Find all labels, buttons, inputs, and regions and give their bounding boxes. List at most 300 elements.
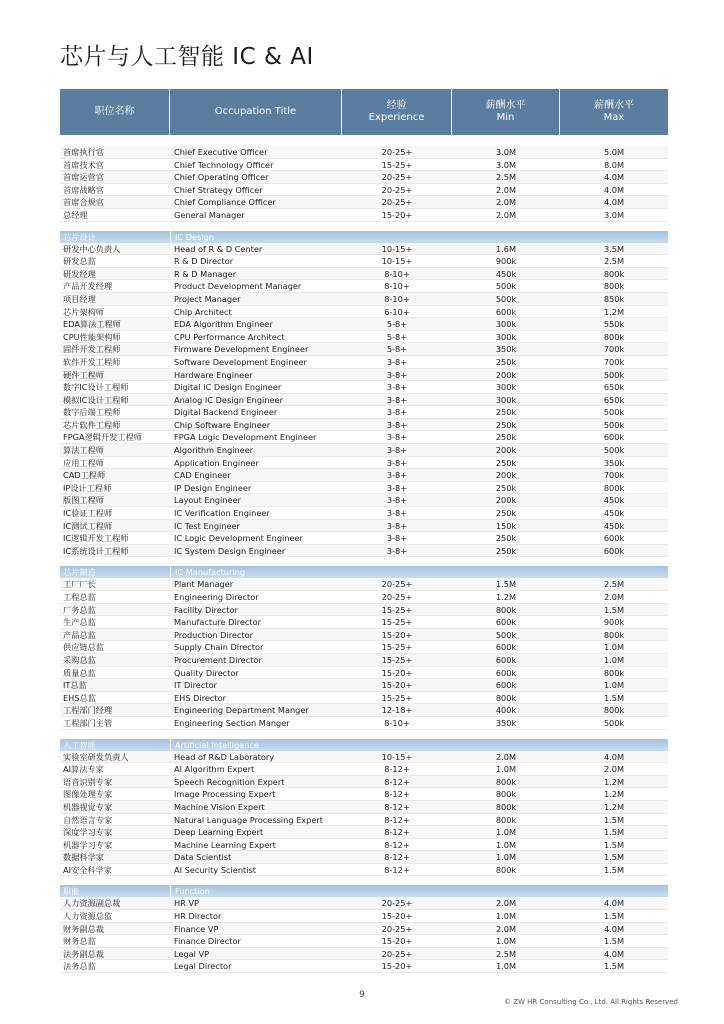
table-row bbox=[60, 159, 668, 172]
section-rows bbox=[60, 897, 668, 973]
table-row bbox=[60, 356, 668, 369]
cell-salary-max: 1.5M bbox=[603, 864, 625, 875]
cell-salary-max: 800k bbox=[603, 268, 625, 279]
table-row bbox=[60, 482, 668, 495]
copyright-notice: © ZW HR Consulting Co., Ltd. All Rights Reserved bbox=[504, 998, 678, 1006]
cell-salary-min: 800k bbox=[495, 604, 517, 615]
table-row bbox=[60, 406, 668, 419]
cell-occupation-title: Algorithm Engineer bbox=[174, 445, 254, 456]
cell-salary-min: 150k bbox=[495, 520, 517, 531]
cell-experience: 15-20+ bbox=[381, 680, 413, 691]
cell-occupation-title: Machine Learning Expert bbox=[174, 839, 276, 850]
table-row bbox=[60, 935, 668, 948]
cell-experience: 3-8+ bbox=[386, 419, 408, 430]
cell-experience: 3-8+ bbox=[386, 432, 408, 443]
cell-experience: 3-8+ bbox=[386, 495, 408, 506]
cell-position-cn: 首席运营官 bbox=[63, 172, 104, 183]
cell-occupation-title: Legal VP bbox=[174, 948, 210, 959]
cell-occupation-title: IC System Design Engineer bbox=[174, 545, 286, 556]
cell-salary-min: 450k bbox=[495, 268, 517, 279]
cell-position-cn: IP设计工程师 bbox=[63, 482, 112, 493]
cell-salary-max: 1.2M bbox=[603, 776, 625, 787]
cell-occupation-title: Data Scientist bbox=[174, 852, 232, 863]
cell-salary-max: 350k bbox=[603, 457, 625, 468]
cell-salary-max: 700k bbox=[603, 344, 625, 355]
cell-experience: 12-18+ bbox=[381, 705, 413, 716]
table-row bbox=[60, 629, 668, 642]
cell-occupation-title: Firmware Development Engineer bbox=[174, 344, 309, 355]
cell-occupation-title: Machine Vision Expert bbox=[174, 801, 265, 812]
cell-experience: 3-8+ bbox=[386, 482, 408, 493]
cell-occupation-title: Speech Recognition Expert bbox=[174, 776, 285, 787]
table-row bbox=[60, 444, 668, 457]
table-row bbox=[60, 616, 668, 629]
cell-position-cn: 工程部门主管 bbox=[63, 717, 113, 728]
cell-experience: 3-8+ bbox=[386, 407, 408, 418]
table-row bbox=[60, 184, 668, 197]
cell-position-cn: CAD工程师 bbox=[63, 470, 106, 481]
table-row bbox=[60, 776, 668, 789]
section-spacer bbox=[60, 730, 668, 739]
cell-experience: 15-25+ bbox=[381, 159, 413, 170]
cell-salary-max: 450k bbox=[603, 520, 625, 531]
cell-salary-min: 250k bbox=[495, 457, 517, 468]
cell-salary-max: 500k bbox=[603, 419, 625, 430]
cell-salary-max: 700k bbox=[603, 470, 625, 481]
cell-experience: 3-8+ bbox=[386, 533, 408, 544]
cell-occupation-title: Chief Operating Officer bbox=[174, 172, 269, 183]
table-row bbox=[60, 788, 668, 801]
section-name-cn: 职能 bbox=[63, 886, 80, 897]
table-row bbox=[60, 763, 668, 776]
cell-experience: 15-25+ bbox=[381, 604, 413, 615]
cell-salary-min: 600k bbox=[495, 654, 517, 665]
cell-salary-max: 450k bbox=[603, 508, 625, 519]
cell-salary-min: 500k bbox=[495, 629, 517, 640]
cell-experience: 8-12+ bbox=[384, 852, 410, 863]
cell-occupation-title: Software Development Engineer bbox=[174, 356, 307, 367]
cell-salary-min: 350k bbox=[495, 344, 517, 355]
cell-occupation-title: Chief Technology Officer bbox=[174, 159, 274, 170]
table-row bbox=[60, 494, 668, 507]
section-header bbox=[60, 885, 668, 897]
table-body bbox=[60, 135, 668, 973]
table-row bbox=[60, 923, 668, 936]
page-number: 9 bbox=[359, 990, 365, 1000]
cell-position-cn: 图像处理专家 bbox=[63, 789, 113, 800]
cell-salary-min: 1.0M bbox=[495, 936, 517, 947]
cell-experience: 3-8+ bbox=[386, 470, 408, 481]
cell-position-cn: 质量总监 bbox=[63, 667, 96, 678]
cell-position-cn: 工程部门经理 bbox=[63, 705, 113, 716]
cell-salary-max: 1.5M bbox=[603, 852, 625, 863]
cell-occupation-title: Procurement Director bbox=[174, 654, 262, 665]
cell-salary-max: 600k bbox=[603, 545, 625, 556]
cell-salary-max: 2.5M bbox=[603, 579, 625, 590]
cell-position-cn: 厂务总监 bbox=[63, 604, 96, 615]
table-row bbox=[60, 171, 668, 184]
cell-salary-min: 1.0M bbox=[495, 911, 517, 922]
table-row bbox=[60, 667, 668, 680]
cell-position-cn: AI算法专家 bbox=[63, 764, 104, 775]
cell-experience: 15-20+ bbox=[381, 629, 413, 640]
cell-experience: 8-12+ bbox=[384, 814, 410, 825]
cell-occupation-title: Facility Director bbox=[174, 604, 238, 615]
cell-salary-max: 700k bbox=[603, 356, 625, 367]
cell-salary-max: 8.0M bbox=[603, 159, 625, 170]
table-row bbox=[60, 369, 668, 382]
cell-experience: 10-15+ bbox=[381, 256, 413, 267]
cell-salary-max: 1.5M bbox=[603, 961, 625, 972]
section-header bbox=[60, 566, 668, 578]
cell-position-cn: 财务总监 bbox=[63, 936, 96, 947]
cell-salary-min: 800k bbox=[495, 801, 517, 812]
cell-position-cn: 人力资源总监 bbox=[63, 911, 113, 922]
table-row bbox=[60, 692, 668, 705]
cell-experience: 20-25+ bbox=[381, 197, 413, 208]
cell-salary-max: 5.0M bbox=[603, 147, 625, 157]
table-row bbox=[60, 457, 668, 470]
cell-salary-max: 650k bbox=[603, 382, 625, 393]
cell-occupation-title: FPGA Logic Development Engineer bbox=[174, 432, 317, 443]
cell-salary-min: 250k bbox=[495, 545, 517, 556]
cell-salary-min: 600k bbox=[495, 680, 517, 691]
cell-experience: 10-15+ bbox=[381, 751, 413, 762]
section-name-en: IC Manufacturing bbox=[170, 566, 668, 578]
cell-salary-min: 1.0M bbox=[495, 839, 517, 850]
cell-salary-min: 250k bbox=[495, 419, 517, 430]
cell-experience: 3-8+ bbox=[386, 382, 408, 393]
cell-position-cn: CPU性能架构师 bbox=[63, 331, 121, 342]
cell-position-cn: 模拟IC设计工程师 bbox=[63, 394, 129, 405]
cell-experience: 3-8+ bbox=[386, 545, 408, 556]
cell-salary-max: 1.5M bbox=[603, 936, 625, 947]
cell-position-cn: 芯片架构师 bbox=[63, 306, 104, 317]
table-row bbox=[60, 394, 668, 407]
table-row bbox=[60, 654, 668, 667]
cell-experience: 15-25+ bbox=[381, 692, 413, 703]
cell-occupation-title: Chief Compliance Officer bbox=[174, 197, 276, 208]
cell-salary-min: 2.0M bbox=[495, 197, 517, 208]
table-header bbox=[60, 89, 668, 135]
cell-salary-max: 600k bbox=[603, 533, 625, 544]
section-name-en: IC Design bbox=[170, 231, 668, 243]
table-row bbox=[60, 419, 668, 432]
cell-salary-min: 800k bbox=[495, 789, 517, 800]
table-row bbox=[60, 293, 668, 306]
table-row bbox=[60, 960, 668, 973]
cell-salary-min: 1.5M bbox=[495, 579, 517, 590]
table-row bbox=[60, 268, 668, 281]
cell-position-cn: 数据科学家 bbox=[63, 852, 104, 863]
cell-salary-max: 4.0M bbox=[603, 898, 625, 909]
cell-position-cn: 首席技术官 bbox=[63, 159, 104, 170]
cell-occupation-title: IP Design Engineer bbox=[174, 482, 252, 493]
cell-salary-min: 900k bbox=[495, 256, 517, 267]
cell-position-cn: 机器学习专家 bbox=[63, 839, 113, 850]
cell-salary-min: 200k bbox=[495, 495, 517, 506]
cell-experience: 20-25+ bbox=[381, 923, 413, 934]
cell-salary-max: 3.0M bbox=[603, 209, 625, 220]
cell-salary-max: 800k bbox=[603, 482, 625, 493]
cell-position-cn: 应用工程师 bbox=[63, 457, 104, 468]
cell-salary-max: 1.5M bbox=[603, 839, 625, 850]
cell-position-cn: 人力资源副总裁 bbox=[63, 898, 121, 909]
header-salary-max: 薪酬水平 Max bbox=[594, 100, 634, 123]
cell-experience: 20-25+ bbox=[381, 184, 413, 195]
table-row bbox=[60, 704, 668, 717]
cell-experience: 5-8+ bbox=[386, 319, 408, 330]
table-row bbox=[60, 381, 668, 394]
cell-experience: 20-25+ bbox=[381, 147, 413, 157]
cell-position-cn: 语音识别专家 bbox=[63, 776, 113, 787]
cell-experience: 8-10+ bbox=[384, 293, 410, 304]
cell-occupation-title: Plant Manager bbox=[174, 579, 234, 590]
cell-occupation-title: Chief Executive Officer bbox=[174, 147, 268, 157]
cell-salary-max: 800k bbox=[603, 667, 625, 678]
table-row bbox=[60, 280, 668, 293]
cell-occupation-title: Finance Director bbox=[174, 936, 241, 947]
cell-occupation-title: IT Director bbox=[174, 680, 217, 691]
table-row bbox=[60, 814, 668, 827]
cell-salary-max: 2.0M bbox=[603, 592, 625, 602]
cell-salary-min: 300k bbox=[495, 331, 517, 342]
cell-position-cn: 工程总监 bbox=[63, 592, 96, 602]
cell-occupation-title: Finance VP bbox=[174, 923, 219, 934]
cell-salary-min: 250k bbox=[495, 407, 517, 418]
cell-salary-max: 3.5M bbox=[603, 243, 625, 254]
cell-position-cn: 软件开发工程师 bbox=[63, 356, 121, 367]
cell-occupation-title: Chip Architect bbox=[174, 306, 232, 317]
table-row bbox=[60, 331, 668, 344]
cell-occupation-title: Product Development Manager bbox=[174, 281, 302, 292]
cell-experience: 10-15+ bbox=[381, 243, 413, 254]
cell-position-cn: 算法工程师 bbox=[63, 445, 104, 456]
cell-salary-max: 450k bbox=[603, 495, 625, 506]
cell-experience: 20-25+ bbox=[381, 592, 413, 602]
cell-position-cn: 研发经理 bbox=[63, 268, 96, 279]
cell-experience: 8-12+ bbox=[384, 801, 410, 812]
cell-experience: 8-12+ bbox=[384, 827, 410, 838]
cell-salary-min: 2.0M bbox=[495, 209, 517, 220]
cell-experience: 5-8+ bbox=[386, 331, 408, 342]
table-row bbox=[60, 801, 668, 814]
table-row bbox=[60, 578, 668, 591]
cell-salary-min: 300k bbox=[495, 382, 517, 393]
cell-experience: 8-12+ bbox=[384, 764, 410, 775]
table-row bbox=[60, 839, 668, 852]
section-rows bbox=[60, 578, 668, 729]
cell-position-cn: 总经理 bbox=[63, 209, 88, 220]
cell-occupation-title: Quality Director bbox=[174, 667, 239, 678]
cell-salary-min: 3.0M bbox=[495, 147, 517, 157]
section-header bbox=[60, 231, 668, 243]
section-rows bbox=[60, 243, 668, 558]
section-spacer bbox=[60, 876, 668, 885]
table-row bbox=[60, 545, 668, 558]
table-row bbox=[60, 948, 668, 961]
section-header bbox=[60, 739, 668, 751]
cell-salary-min: 250k bbox=[495, 533, 517, 544]
cell-experience: 3-8+ bbox=[386, 457, 408, 468]
cell-salary-min: 2.5M bbox=[495, 172, 517, 183]
table-row bbox=[60, 604, 668, 617]
cell-experience: 15-20+ bbox=[381, 667, 413, 678]
cell-occupation-title: EDA Algorithm Engineer bbox=[174, 319, 273, 330]
cell-salary-min: 300k bbox=[495, 394, 517, 405]
cell-occupation-title: General Manager bbox=[174, 209, 245, 220]
table-row bbox=[60, 717, 668, 730]
section-name-en: Artificial Intelligence bbox=[170, 739, 668, 751]
cell-salary-max: 800k bbox=[603, 705, 625, 716]
cell-position-cn: 采购总监 bbox=[63, 654, 96, 665]
cell-occupation-title: IC Logic Development Engineer bbox=[174, 533, 303, 544]
section-spacer bbox=[60, 222, 668, 231]
cell-experience: 20-25+ bbox=[381, 172, 413, 183]
cell-position-cn: IC测试工程师 bbox=[63, 520, 113, 531]
section-name-cn: 芯片设计 bbox=[63, 231, 96, 242]
cell-salary-max: 1.0M bbox=[603, 680, 625, 691]
cell-position-cn: IC逻辑开发工程师 bbox=[63, 533, 129, 544]
cell-salary-max: 2.0M bbox=[603, 764, 625, 775]
cell-experience: 8-12+ bbox=[384, 864, 410, 875]
cell-salary-max: 800k bbox=[603, 629, 625, 640]
cell-occupation-title: Digital IC Design Engineer bbox=[174, 382, 282, 393]
cell-salary-min: 250k bbox=[495, 482, 517, 493]
cell-salary-max: 1.2M bbox=[603, 306, 625, 317]
cell-salary-max: 1.5M bbox=[603, 814, 625, 825]
cell-position-cn: 实验室研发负责人 bbox=[63, 751, 129, 762]
cell-salary-min: 2.0M bbox=[495, 898, 517, 909]
cell-salary-max: 1.2M bbox=[603, 801, 625, 812]
table-row bbox=[60, 851, 668, 864]
cell-experience: 15-20+ bbox=[381, 209, 413, 220]
cell-position-cn: 首席合规官 bbox=[63, 197, 104, 208]
table-row bbox=[60, 243, 668, 256]
section-rows bbox=[60, 146, 668, 222]
table-row bbox=[60, 318, 668, 331]
cell-occupation-title: EHS Director bbox=[174, 692, 227, 703]
cell-occupation-title: Application Engineer bbox=[174, 457, 259, 468]
cell-occupation-title: Digital Backend Engineer bbox=[174, 407, 278, 418]
cell-experience: 3-8+ bbox=[386, 369, 408, 380]
cell-position-cn: 首席战略官 bbox=[63, 184, 104, 195]
section-name-cn: 人工智能 bbox=[63, 739, 96, 750]
cell-salary-min: 300k bbox=[495, 319, 517, 330]
cell-experience: 3-8+ bbox=[386, 394, 408, 405]
header-salary-min: 薪酬水平 Min bbox=[452, 89, 560, 135]
cell-position-cn: AI安全科学家 bbox=[63, 864, 112, 875]
cell-experience: 8-12+ bbox=[384, 776, 410, 787]
cell-occupation-title: Head of R & D Center bbox=[174, 243, 263, 254]
cell-salary-min: 3.0M bbox=[495, 159, 517, 170]
cell-experience: 20-25+ bbox=[381, 579, 413, 590]
cell-occupation-title: Hardware Engineer bbox=[174, 369, 253, 380]
cell-occupation-title: Project Manager bbox=[174, 293, 241, 304]
cell-salary-max: 4.0M bbox=[603, 172, 625, 183]
table-row bbox=[60, 864, 668, 877]
cell-position-cn: 固件开发工程师 bbox=[63, 344, 121, 355]
cell-salary-min: 600k bbox=[495, 642, 517, 653]
table-row bbox=[60, 532, 668, 545]
table-row bbox=[60, 591, 668, 604]
cell-experience: 3-8+ bbox=[386, 445, 408, 456]
cell-experience: 6-10+ bbox=[384, 306, 410, 317]
table-row bbox=[60, 255, 668, 268]
cell-occupation-title: Engineering Director bbox=[174, 592, 259, 602]
cell-salary-max: 500k bbox=[603, 445, 625, 456]
cell-occupation-title: AI Security Scientist bbox=[174, 864, 257, 875]
cell-position-cn: 研发总监 bbox=[63, 256, 96, 267]
table-row bbox=[60, 641, 668, 654]
cell-position-cn: 研发中心负责人 bbox=[63, 243, 121, 254]
cell-salary-min: 1.0M bbox=[495, 764, 517, 775]
cell-experience: 15-25+ bbox=[381, 617, 413, 628]
cell-salary-min: 250k bbox=[495, 508, 517, 519]
cell-salary-min: 600k bbox=[495, 617, 517, 628]
cell-position-cn: 生产总监 bbox=[63, 617, 96, 628]
cell-experience: 20-25+ bbox=[381, 948, 413, 959]
cell-position-cn: 财务副总裁 bbox=[63, 923, 104, 934]
cell-salary-max: 4.0M bbox=[603, 197, 625, 208]
cell-salary-min: 200k bbox=[495, 369, 517, 380]
cell-position-cn: 产品开发经理 bbox=[63, 281, 113, 292]
table-row bbox=[60, 826, 668, 839]
cell-salary-max: 800k bbox=[603, 331, 625, 342]
cell-experience: 3-8+ bbox=[386, 508, 408, 519]
cell-salary-max: 1.5M bbox=[603, 604, 625, 615]
cell-experience: 15-20+ bbox=[381, 911, 413, 922]
section-spacer bbox=[60, 557, 668, 566]
cell-experience: 15-25+ bbox=[381, 654, 413, 665]
cell-occupation-title: Supply Chain Director bbox=[174, 642, 264, 653]
cell-salary-max: 1.2M bbox=[603, 789, 625, 800]
cell-salary-max: 500k bbox=[603, 717, 625, 728]
table-row bbox=[60, 306, 668, 319]
table-row bbox=[60, 520, 668, 533]
cell-salary-min: 500k bbox=[495, 293, 517, 304]
cell-position-cn: 法务副总裁 bbox=[63, 948, 104, 959]
cell-occupation-title: HR VP bbox=[174, 898, 199, 909]
cell-salary-max: 600k bbox=[603, 432, 625, 443]
cell-salary-max: 4.0M bbox=[603, 751, 625, 762]
cell-salary-min: 1.2M bbox=[495, 592, 517, 602]
cell-salary-max: 500k bbox=[603, 369, 625, 380]
cell-occupation-title: Head of R&D Laboratory bbox=[174, 751, 275, 762]
cell-experience: 20-25+ bbox=[381, 898, 413, 909]
cell-salary-max: 4.0M bbox=[603, 948, 625, 959]
cell-salary-min: 800k bbox=[495, 776, 517, 787]
cell-position-cn: IC系统设计工程师 bbox=[63, 545, 129, 556]
cell-experience: 8-10+ bbox=[384, 268, 410, 279]
cell-occupation-title: CAD Engineer bbox=[174, 470, 231, 481]
cell-occupation-title: Natural Language Processing Expert bbox=[174, 814, 323, 825]
cell-salary-min: 1.6M bbox=[495, 243, 517, 254]
page-title: 芯片与人工智能 IC & AI bbox=[60, 44, 314, 70]
cell-salary-min: 600k bbox=[495, 667, 517, 678]
section-name-en: Function bbox=[170, 885, 668, 897]
table-row bbox=[60, 431, 668, 444]
cell-salary-max: 1.0M bbox=[603, 642, 625, 653]
cell-position-cn: 自然语言专家 bbox=[63, 814, 113, 825]
header-experience: 经验 Experience bbox=[342, 89, 452, 135]
cell-experience: 3-8+ bbox=[386, 520, 408, 531]
cell-salary-min: 2.0M bbox=[495, 751, 517, 762]
cell-position-cn: 数字IC设计工程师 bbox=[63, 382, 129, 393]
cell-position-cn: 数字后端工程师 bbox=[63, 407, 121, 418]
cell-salary-min: 1.0M bbox=[495, 961, 517, 972]
cell-salary-min: 200k bbox=[495, 445, 517, 456]
